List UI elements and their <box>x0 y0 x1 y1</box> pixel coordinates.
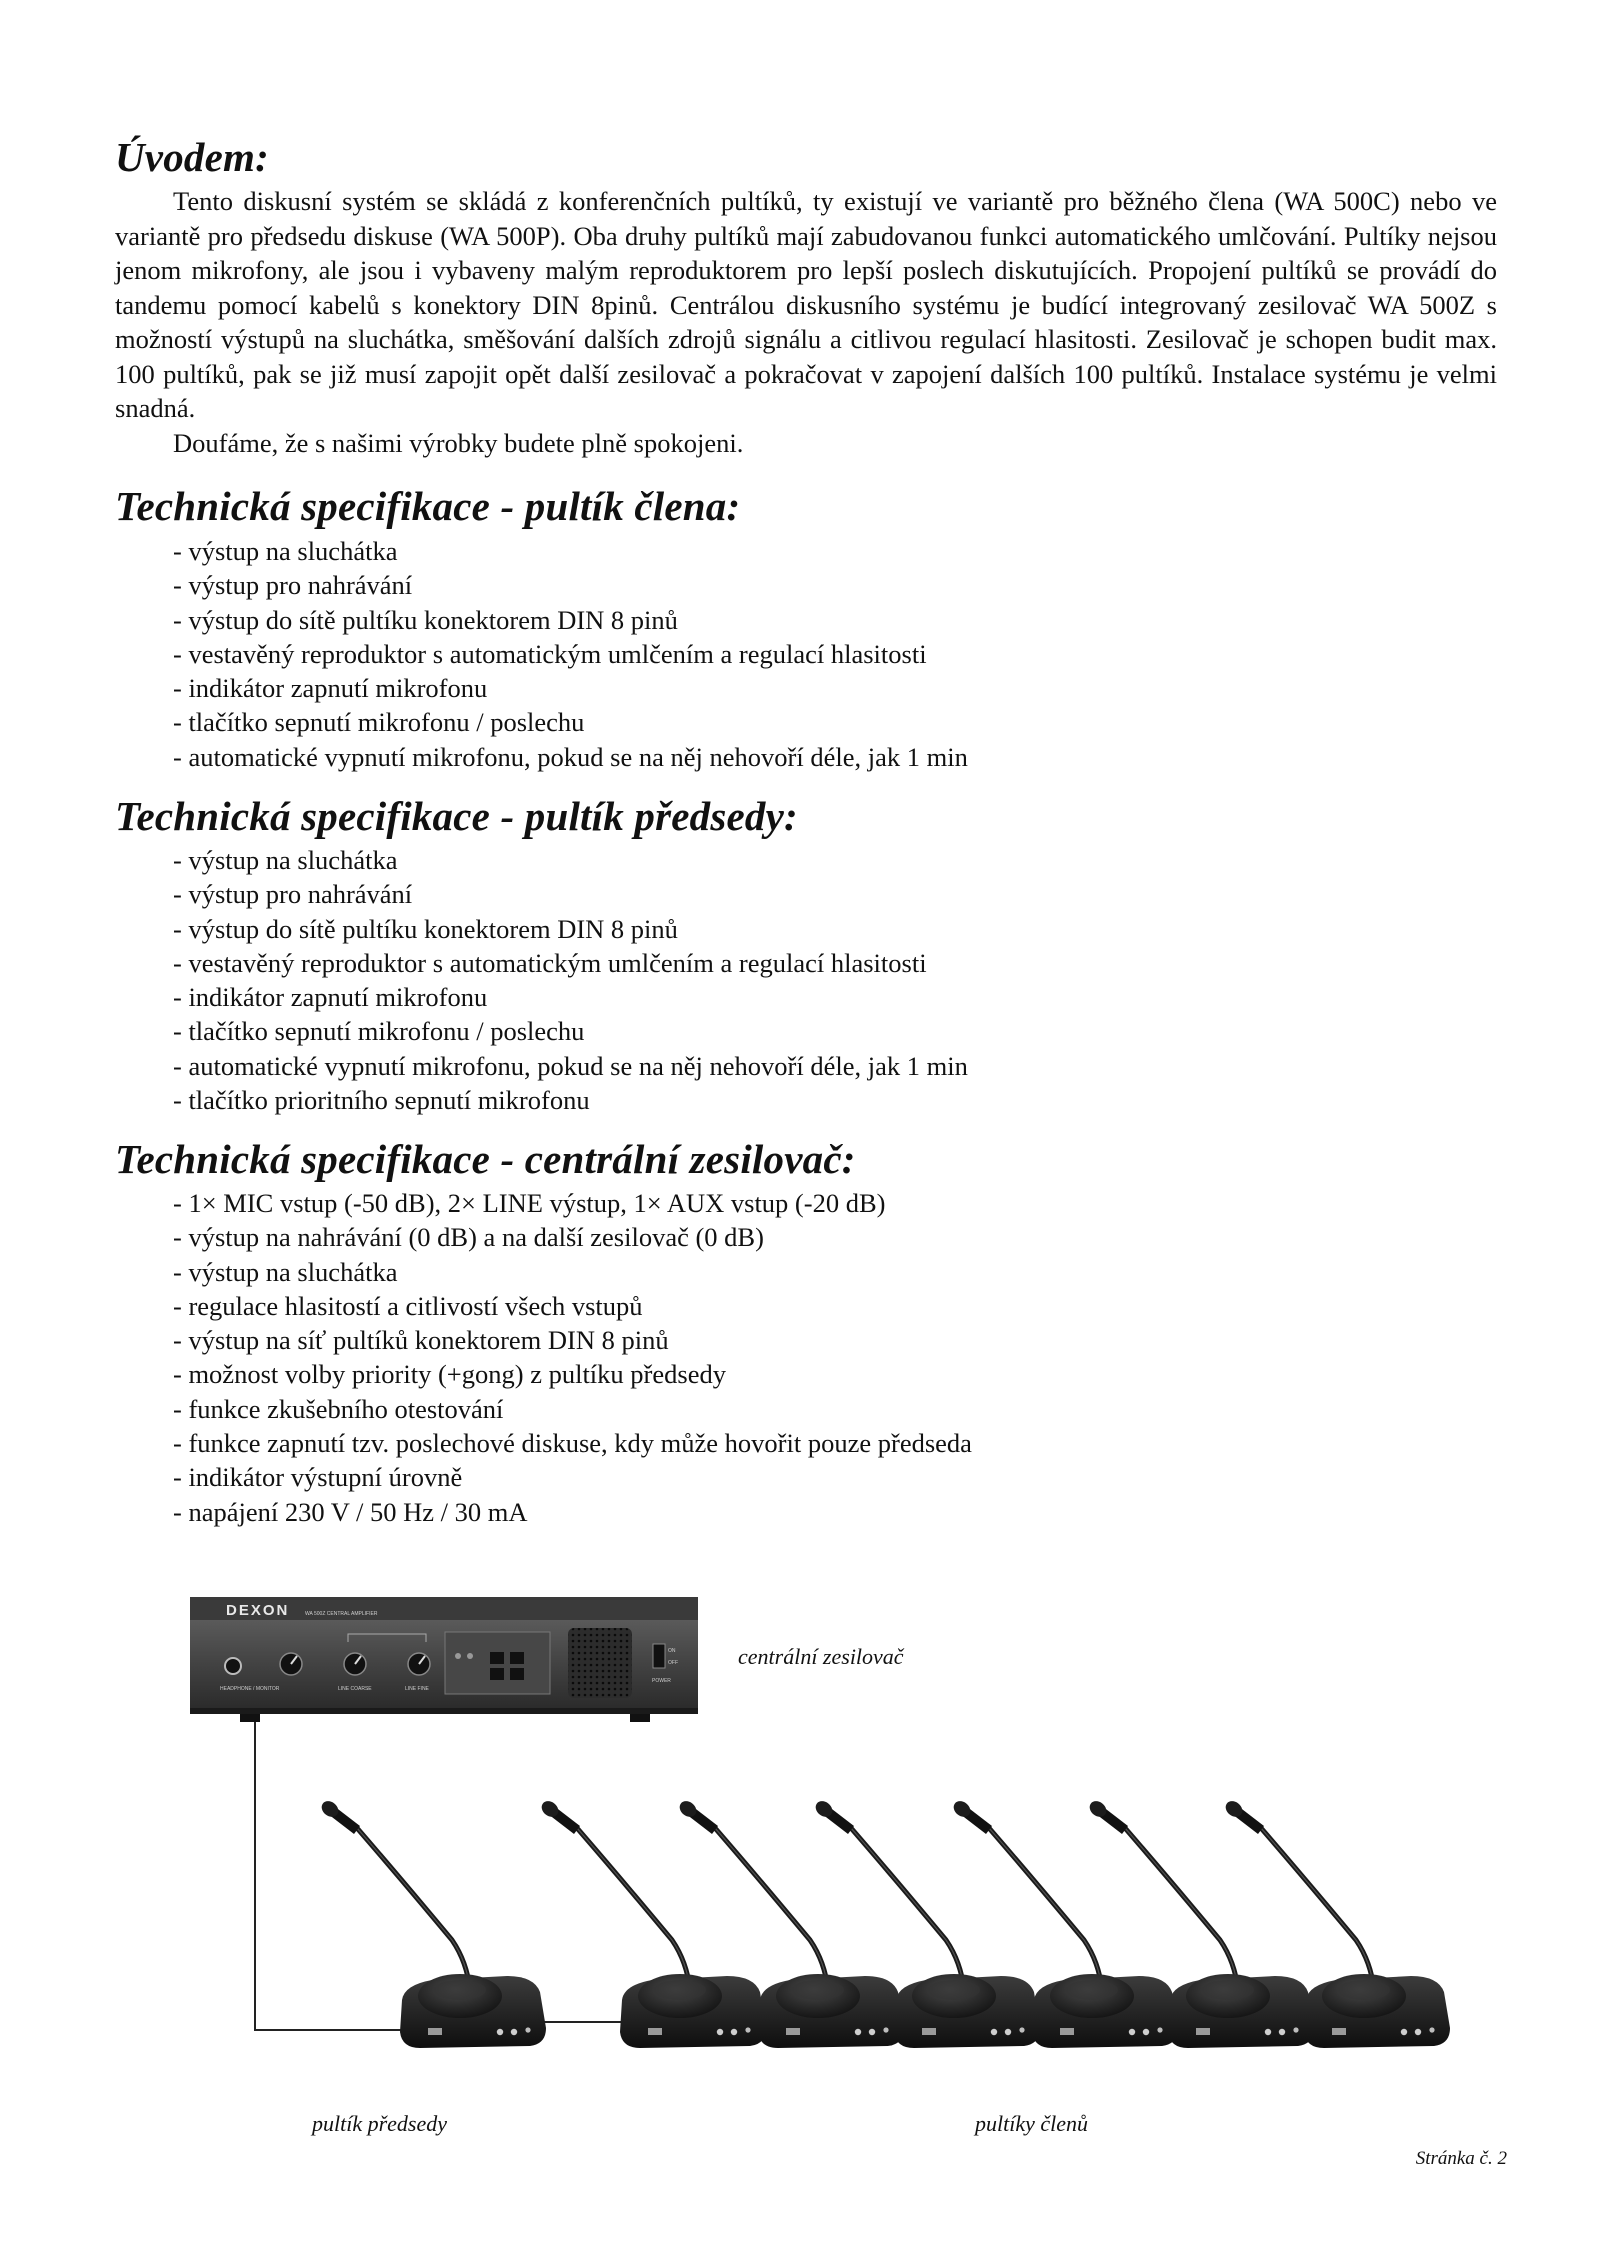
chair-spec-heading: Technická specifikace - pultík předsedy: <box>115 793 798 839</box>
caption-members: pultíky členů <box>975 2111 1089 2136</box>
list-item: - tlačítko sepnutí mikrofonu / poslechu <box>173 707 585 738</box>
label-power: POWER <box>652 1678 671 1684</box>
list-item: - funkce zapnutí tzv. poslechové diskuse, kdy může hovořit pouze předseda <box>173 1428 972 1459</box>
intro-text <box>115 184 1497 460</box>
list-item: - tlačítko sepnutí mikrofonu / poslechu <box>173 1016 585 1047</box>
amp-spec-heading: Technická specifikace - centrální zesilovač: <box>115 1136 856 1182</box>
list-item: - výstup pro nahrávání <box>173 570 413 601</box>
list-item: - výstup na sluchátka <box>173 536 398 566</box>
member-microphone <box>539 1798 766 2048</box>
intro-paragraph-1: Tento diskusní systém se skládá z konferenčních pultíků, ty existují ve variantě pro běžného člena (WA 500C) nebo ve variantě pro předsedu diskuse (WA 500P). Oba druhy pultíků mají zabudovanou funkci automatického umlčování. Pultíky nejsou jenom mikrofony, ale jsou i vybaveny malým reproduktorem pro lepší poslech diskutujících. Propojení pultíků se provádí do tandemu pomocí kabelů s konektory DIN 8pinů. Centrálou diskusního systému je budící integrovaný zesilovač WA 500Z s možností výstupů na sluchátka, směšování dalších zdrojů signálu a citlivou regulací hlasitosti. Zesilovač je schopen budit max. 100 pultíků, pak se již musí zapojit opět další zesilovač a pokračovat v zapojení dalších 100 pultíků. Instalace systému je velmi snadná. <box>115 186 1497 423</box>
list-item: - výstup pro nahrávání <box>173 879 413 910</box>
list-item: - 1× MIC vstup (-50 dB), 2× LINE výstup, 1× AUX vstup (-20 dB) <box>173 1188 886 1218</box>
list-item: - indikátor výstupní úrovně <box>173 1462 463 1493</box>
member-spec-heading: Technická specifikace - pultík člena: <box>115 483 741 529</box>
caption-amplifier: centrální zesilovač <box>738 1644 904 1669</box>
list-item: - napájení 230 V / 50 Hz / 30 mA <box>173 1496 528 1527</box>
list-item: - regulace hlasitostí a citlivostí všech vstupů <box>173 1290 643 1321</box>
page-number: Stránka č. 2 <box>1415 2148 1507 2169</box>
list-item: - automatické vypnutí mikrofonu, pokud se na něj nehovoří déle, jak 1 min <box>173 741 968 772</box>
list-item: - tlačítko prioritního sepnutí mikrofonu <box>173 1085 590 1116</box>
label-headphone: HEADPHONE / MONITOR <box>220 1686 280 1692</box>
list-item: - výstup na nahrávání (0 dB) a na další zesilovač (0 dB) <box>173 1222 764 1253</box>
list-item: - funkce zkušebního otestování <box>173 1393 504 1424</box>
list-item: - výstup na sluchátka <box>173 1256 398 1287</box>
member-spec-list <box>173 534 968 774</box>
chair-microphone <box>319 1798 546 2048</box>
list-item: - vestavěný reproduktor s automatickým umlčením a regulací hlasitosti <box>173 947 927 978</box>
label-line-coarse: LINE COARSE <box>338 1686 372 1692</box>
list-item: - výstup do sítě pultíku konektorem DIN 8 pinů <box>173 913 678 944</box>
amp-model: WA 500Z CENTRAL AMPLIFIER <box>305 1611 378 1617</box>
amp-spec-list <box>173 1186 972 1529</box>
list-item: - výstup na sluchátka <box>173 845 398 875</box>
list-item: - indikátor zapnutí mikrofonu <box>173 673 488 704</box>
intro-paragraph-2: Doufáme, že s našimi výrobky budete plně spokojeni. <box>173 427 744 458</box>
list-item: - výstup do sítě pultíku konektorem DIN 8 pinů <box>173 604 678 635</box>
amp-brand: DEXON <box>226 1602 290 1619</box>
list-item: - vestavěný reproduktor s automatickým umlčením a regulací hlasitosti <box>173 638 927 669</box>
label-line-fine: LINE FINE <box>405 1686 429 1692</box>
amplifier-image <box>190 1597 698 1722</box>
chair-spec-list <box>173 843 968 1117</box>
label-off: OFF <box>668 1660 678 1666</box>
intro-heading: Úvodem: <box>115 134 269 180</box>
list-item: - výstup na síť pultíků konektorem DIN 8 pinů <box>173 1325 669 1356</box>
label-on: ON <box>668 1648 676 1654</box>
caption-chair: pultík předsedy <box>312 2111 448 2136</box>
list-item: - možnost volby priority (+gong) z pultíku předsedy <box>173 1359 726 1390</box>
list-item: - automatické vypnutí mikrofonu, pokud se na něj nehovoří déle, jak 1 min <box>173 1050 968 1081</box>
list-item: - indikátor zapnutí mikrofonu <box>173 982 488 1013</box>
